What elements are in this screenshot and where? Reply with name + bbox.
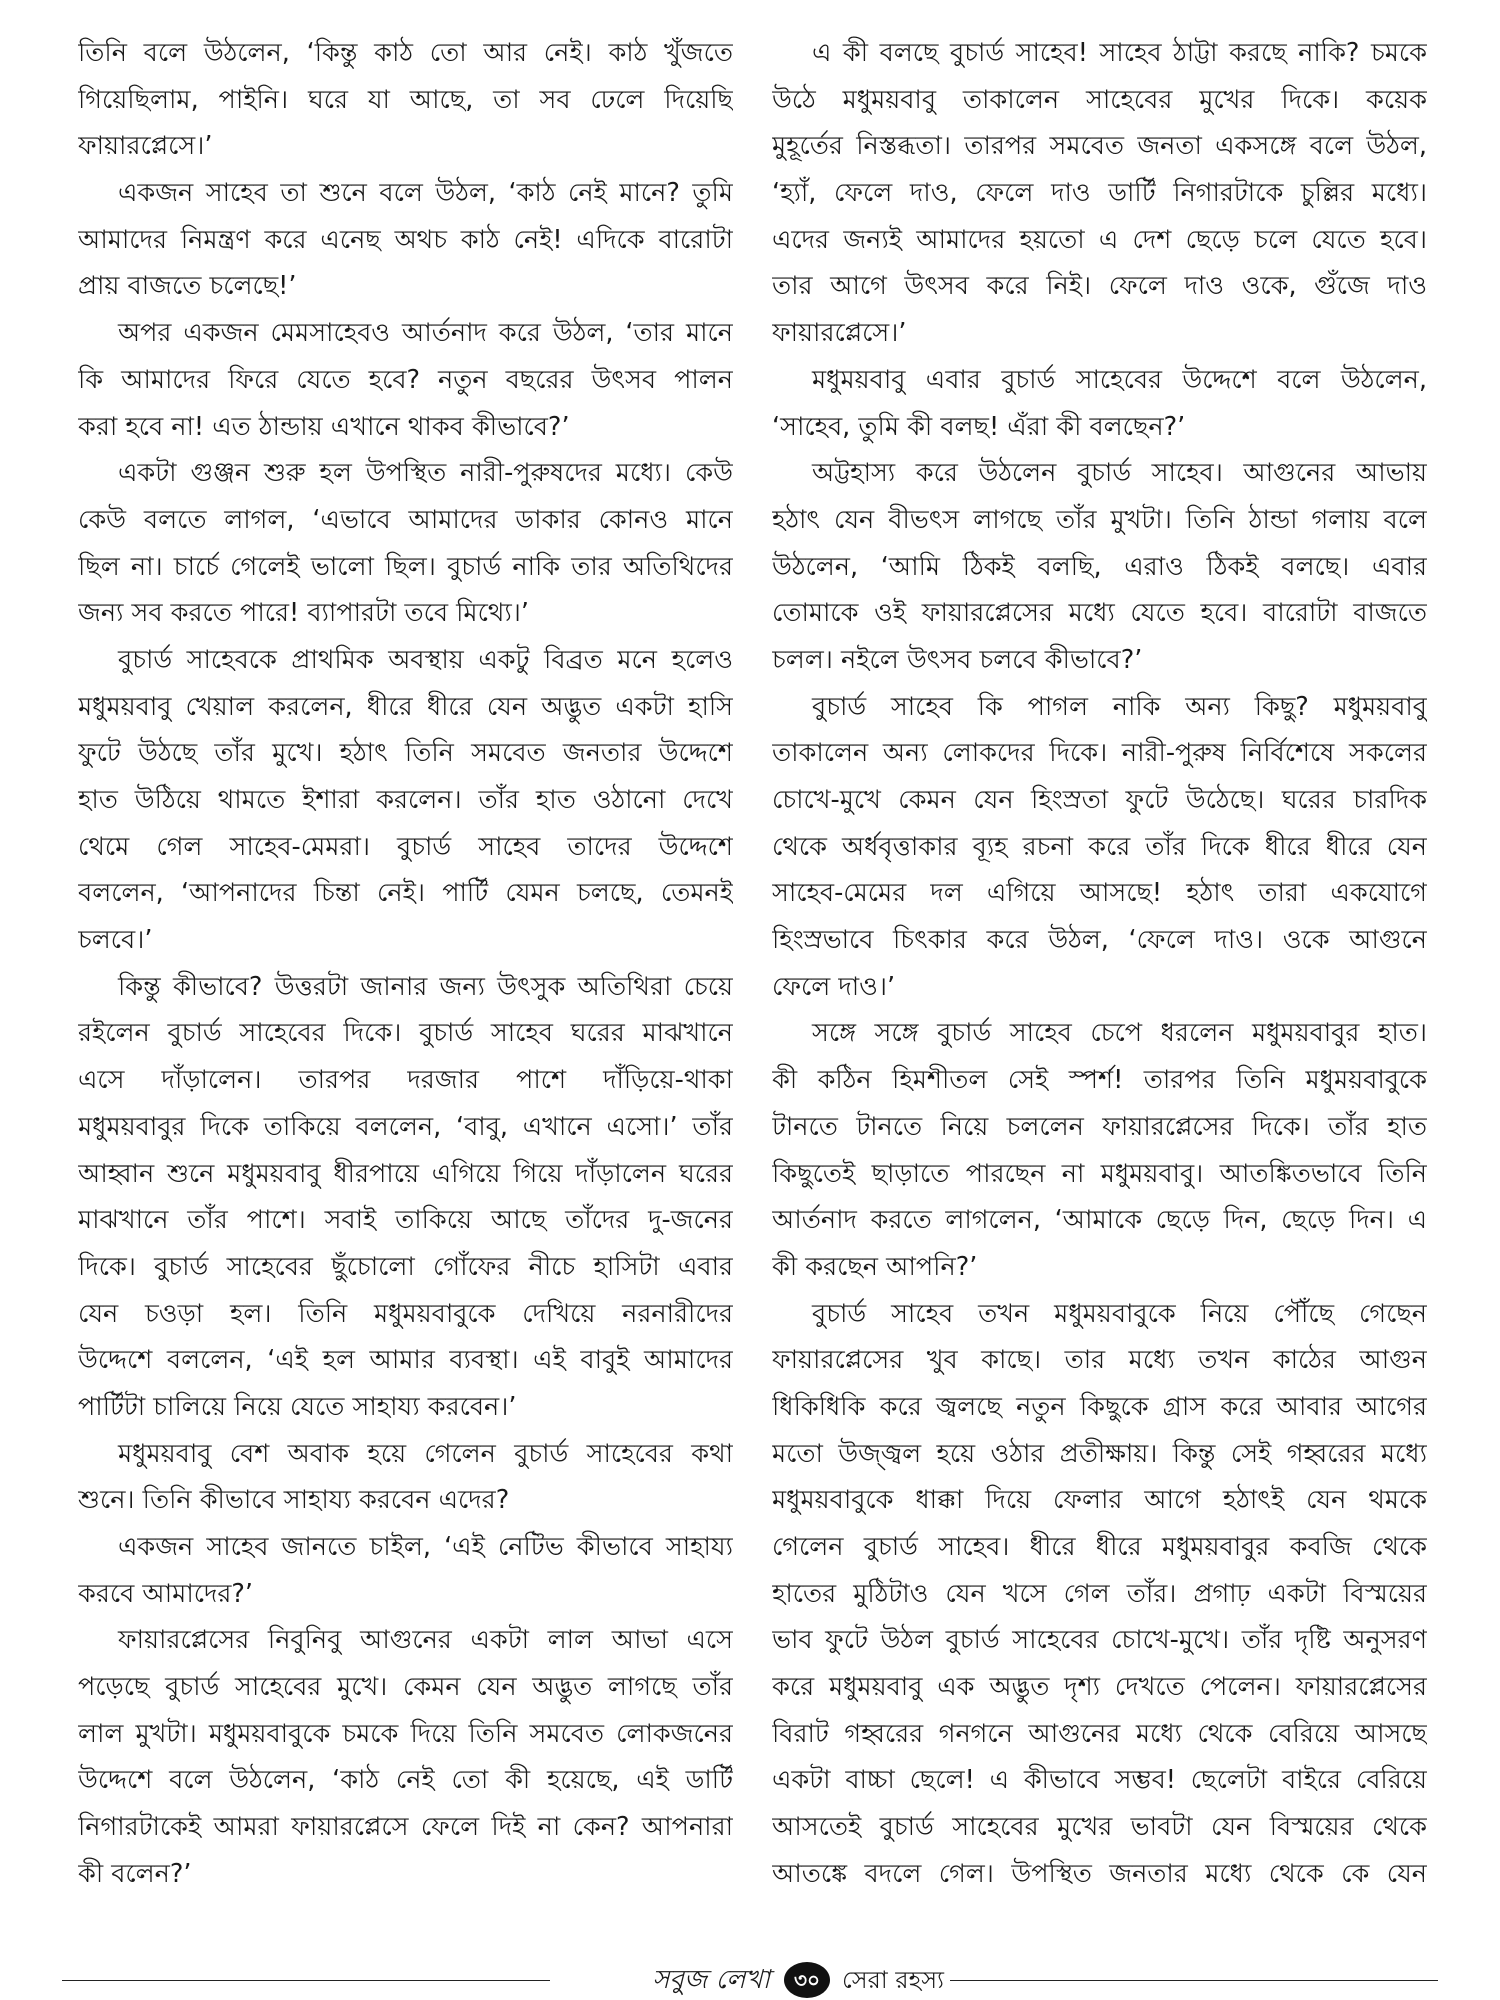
magazine-logo: সবুজ লেখা [652, 1965, 770, 1995]
text-line: ভাব ফুটে উঠল বুচার্ড সাহেবের চোখে-মুখে। তাঁর দৃষ্টি অনুসরণ [772, 1625, 1427, 1656]
text-line: সঙ্গে সঙ্গে বুচার্ড সাহেব চেপে ধরলেন মধুময়বাবুর হাত। [812, 1018, 1427, 1049]
text-line: সাহেব-মেমের দল এগিয়ে আসছে! হঠাৎ তারা একযোগে [772, 878, 1427, 909]
text-line: কী কঠিন হিমশীতল সেই স্পর্শ! তারপর তিনি মধুময়বাবুকে [772, 1065, 1427, 1096]
text-line: নিগারটাকেই আমরা ফায়ারপ্লেসে ফেলে দিই না কেন? আপনারা [78, 1812, 733, 1843]
text-line: একটা গুঞ্জন শুরু হল উপস্থিত নারী-পুরুষদের মধ্যে। কেউ [118, 458, 733, 489]
text-line: একজন সাহেব তা শুনে বলে উঠল, ‘কাঠ নেই মানে? তুমি [118, 178, 733, 209]
text-line: যেন চওড়া হল। তিনি মধুময়বাবুকে দেখিয়ে নরনারীদের [78, 1298, 733, 1329]
text-line: হিংস্রভাবে চিৎকার করে উঠল, ‘ফেলে দাও। ওকে আগুনে [772, 925, 1427, 956]
text-line: ফায়ারপ্লেসে।’ [772, 318, 907, 349]
text-line: তোমাকে ওই ফায়ারপ্লেসের মধ্যে যেতে হবে। বারোটা বাজতে [772, 598, 1427, 629]
text-line: কী করছেন আপনি?’ [772, 1251, 978, 1282]
text-line: করে মধুময়বাবু এক অদ্ভুত দৃশ্য দেখতে পেলেন। ফায়ারপ্লেসের [772, 1672, 1427, 1703]
text-line: উঠে মধুময়বাবু তাকালেন সাহেবের মুখের দিকে। কয়েক [772, 84, 1427, 115]
text-line: ধিকিধিকি করে জ্বলছে নতুন কিছুকে গ্রাস করে আবার আগের [772, 1391, 1427, 1422]
text-line: কেউ বলতে লাগল, ‘এভাবে আমাদের ডাকার কোনও মানে [78, 504, 733, 535]
text-line: রইলেন বুচার্ড সাহেবের দিকে। বুচার্ড সাহেব ঘরের মাঝখানে [78, 1018, 733, 1049]
text-line: মধুময়বাবু বেশ অবাক হয়ে গেলেন বুচার্ড সাহেবের কথা [118, 1438, 733, 1469]
text-line: থেমে গেল সাহেব-মেমরা। বুচার্ড সাহেব তাদের উদ্দেশে [78, 831, 733, 862]
text-line: উদ্দেশে বলে উঠলেন, ‘কাঠ নেই তো কী হয়েছে, এই ডার্টি [78, 1765, 733, 1796]
text-line: ফেলে দাও।’ [772, 971, 896, 1002]
text-line: কিন্তু কীভাবে? উত্তরটা জানার জন্য উৎসুক অতিথিরা চেয়ে [118, 971, 733, 1002]
text-line: আসতেই বুচার্ড সাহেবের মুখের ভাবটা যেন বিস্ময়ের থেকে [772, 1812, 1427, 1843]
text-line: চোখে-মুখে কেমন যেন হিংস্রতা ফুটে উঠেছে। ঘরের চারদিক [772, 785, 1427, 815]
text-line: মাঝখানে তাঁর পাশে। সবাই তাকিয়ে আছে তাঁদের দু-জনের [78, 1205, 733, 1236]
text-line: অট্টহাস্য করে উঠলেন বুচার্ড সাহেব। আগুনের আভায় [812, 458, 1427, 489]
text-line: মধুময়বাবু খেয়াল করলেন, ধীরে ধীরে যেন অদ্ভুত একটা হাসি [78, 691, 733, 722]
text-line: কী বলেন?’ [78, 1858, 192, 1889]
text-line: বুচার্ড সাহেবকে প্রাথমিক অবস্থায় একটু বিব্রত মনে হলেও [118, 644, 733, 675]
text-line: এদের জন্যই আমাদের হয়তো এ দেশ ছেড়ে চলে যেতে হবে। [772, 224, 1427, 255]
text-line: কি আমাদের ফিরে যেতে হবে? নতুন বছরের উৎসব পালন [78, 364, 733, 395]
text-line: আতঙ্কে বদলে গেল। উপস্থিত জনতার মধ্যে থেকে কে যেন [772, 1858, 1427, 1889]
text-line: বিরাট গহ্বরের গনগনে আগুনের মধ্যে থেকে বেরিয়ে আসছে [772, 1718, 1427, 1749]
text-line: মধুময়বাবুকে ধাক্কা দিয়ে ফেলার আগে হঠাৎই যেন থমকে [772, 1485, 1427, 1516]
text-line: চলবে।’ [78, 925, 153, 956]
section-title: সেরা রহস্য [842, 1966, 945, 1994]
text-line: ‘হ্যাঁ, ফেলে দাও, ফেলে দাও ডার্টি নিগারটাকে চুল্লির মধ্যে। [772, 178, 1427, 209]
text-line: বললেন, ‘আপনাদের চিন্তা নেই। পার্টি যেমন চলছে, তেমনই [78, 878, 733, 909]
text-line: মধুময়বাবু এবার বুচার্ড সাহেবের উদ্দেশে বলে উঠলেন, [812, 364, 1427, 395]
text-line: কিছুতেই ছাড়াতে পারছেন না মধুময়বাবু। আতঙ্কিতভাবে তিনি [772, 1158, 1427, 1189]
text-line: ছিল না। চার্চে গেলেই ভালো ছিল। বুচার্ড নাকি তার অতিথিদের [78, 551, 733, 582]
text-line: গিয়েছিলাম, পাইনি। ঘরে যা আছে, তা সব ঢেলে দিয়েছি [78, 84, 733, 115]
text-line: উদ্দেশে বললেন, ‘এই হল আমার ব্যবস্থা। এই বাবুই আমাদের [78, 1345, 733, 1376]
text-line: প্রায় বাজতে চলেছে!’ [78, 271, 297, 302]
text-line: বুচার্ড সাহেব কি পাগল নাকি অন্য কিছু? মধুময়বাবু [812, 691, 1427, 722]
text-line: একজন সাহেব জানতে চাইল, ‘এই নেটিভ কীভাবে সাহায্য [118, 1532, 733, 1562]
text-line: এ কী বলছে বুচার্ড সাহেব! সাহেব ঠাট্টা করছে নাকি? চমকে [812, 38, 1427, 68]
page-number-badge: ৩০ [784, 1962, 830, 1998]
text-line: বুচার্ড সাহেব তখন মধুময়বাবুকে নিয়ে পৌঁছে গেছেন [812, 1298, 1427, 1329]
text-line: ‘সাহেব, তুমি কী বলছ! এঁরা কী বলছেন?’ [772, 411, 1186, 442]
text-line: শুনে। তিনি কীভাবে সাহায্য করবেন এদের? [78, 1485, 510, 1516]
text-line: উঠলেন, ‘আমি ঠিকই বলছি, এরাও ঠিকই বলছে। এবার [772, 551, 1427, 582]
text-line: এসে দাঁড়ালেন। তারপর দরজার পাশে দাঁড়িয়ে-থাকা [78, 1065, 733, 1096]
text-line: হাত উঠিয়ে থামতে ইশারা করলেন। তাঁর হাত ওঠানো দেখে [78, 785, 733, 815]
text-line: করা হবে না! এত ঠান্ডায় এখানে থাকব কীভাবে?’ [78, 411, 570, 442]
text-line: অপর একজন মেমসাহেবও আর্তনাদ করে উঠল, ‘তার মানে [118, 318, 733, 349]
text-line: একটা বাচ্চা ছেলে! এ কীভাবে সম্ভব! ছেলেটা বাইরে বেরিয়ে [772, 1765, 1427, 1796]
text-line: পার্টিটা চালিয়ে নিয়ে যেতে সাহায্য করবেন।’ [78, 1391, 517, 1422]
footer-rule-right [950, 1980, 1438, 1981]
footer-rule-left [62, 1980, 550, 1981]
text-line: তিনি বলে উঠলেন, ‘কিন্তু কাঠ তো আর নেই। কাঠ খুঁজতে [78, 38, 733, 68]
text-line: মুহূর্তের নিস্তব্ধতা। তারপর সমবেত জনতা একসঙ্গে বলে উঠল, [772, 131, 1427, 162]
left-text-column [78, 30, 733, 1898]
text-line: থেকে অর্ধবৃত্তাকার ব্যূহ রচনা করে তাঁর দিকে ধীরে ধীরে যেন [772, 831, 1427, 862]
text-line: ফায়ারপ্লেসের খুব কাছে। তার মধ্যে তখন কাঠের আগুন [772, 1345, 1427, 1376]
text-line: হাতের মুঠিটাও যেন খসে গেল তাঁর। প্রগাঢ় একটা বিস্ময়ের [772, 1578, 1427, 1609]
text-line: আহ্বান শুনে মধুময়বাবু ধীরপায়ে এগিয়ে গিয়ে দাঁড়ালেন ঘরের [78, 1158, 733, 1189]
text-line: ফায়ারপ্লেসে।’ [78, 131, 213, 162]
text-line: হঠাৎ যেন বীভৎস লাগছে তাঁর মুখটা। তিনি ঠান্ডা গলায় বলে [772, 504, 1427, 535]
right-text-column [772, 30, 1427, 1898]
text-line: জন্য সব করতে পারে! ব্যাপারটা তবে মিথ্যে।’ [78, 598, 529, 629]
text-line: আমাদের নিমন্ত্রণ করে এনেছ অথচ কাঠ নেই! এদিকে বারোটা [78, 224, 733, 255]
text-line: মতো উজ্জ্বল হয়ে ওঠার প্রতীক্ষায়। কিন্তু সেই গহ্বরের মধ্যে [772, 1438, 1427, 1469]
text-line: মধুময়বাবুর দিকে তাকিয়ে বললেন, ‘বাবু, এখানে এসো।’ তাঁর [78, 1111, 733, 1142]
text-line: লাল মুখটা। মধুময়বাবুকে চমকে দিয়ে তিনি সমবেত লোকজনের [78, 1718, 733, 1749]
text-line: ফুটে উঠছে তাঁর মুখে। হঠাৎ তিনি সমবেত জনতার উদ্দেশে [78, 738, 733, 769]
text-line: করবে আমাদের?’ [78, 1578, 254, 1609]
text-line: আর্তনাদ করতে লাগলেন, ‘আমাকে ছেড়ে দিন, ছেড়ে দিন। এ [772, 1205, 1427, 1236]
text-line: পড়েছে বুচার্ড সাহেবের মুখে। কেমন যেন অদ্ভুত লাগছে তাঁর [78, 1672, 733, 1703]
text-line: টানতে টানতে নিয়ে চললেন ফায়ারপ্লেসের দিকে। তাঁর হাত [772, 1111, 1427, 1142]
text-line: দিকে। বুচার্ড সাহেবের ছুঁচোলো গোঁফের নীচে হাসিটা এবার [78, 1251, 733, 1282]
text-line: তাকালেন অন্য লোকদের দিকে। নারী-পুরুষ নির্বিশেষে সকলের [772, 738, 1427, 769]
text-line: তার আগে উৎসব করে নিই। ফেলে দাও ওকে, গুঁজে দাও [772, 271, 1427, 302]
text-line: গেলেন বুচার্ড সাহেব। ধীরে ধীরে মধুময়বাবুর কবজি থেকে [772, 1532, 1427, 1562]
page-footer [62, 1962, 1438, 1998]
text-line: ফায়ারপ্লেসের নিবুনিবু আগুনের একটা লাল আভা এসে [118, 1625, 733, 1656]
text-line: চলল। নইলে উৎসব চলবে কীভাবে?’ [772, 644, 1143, 675]
